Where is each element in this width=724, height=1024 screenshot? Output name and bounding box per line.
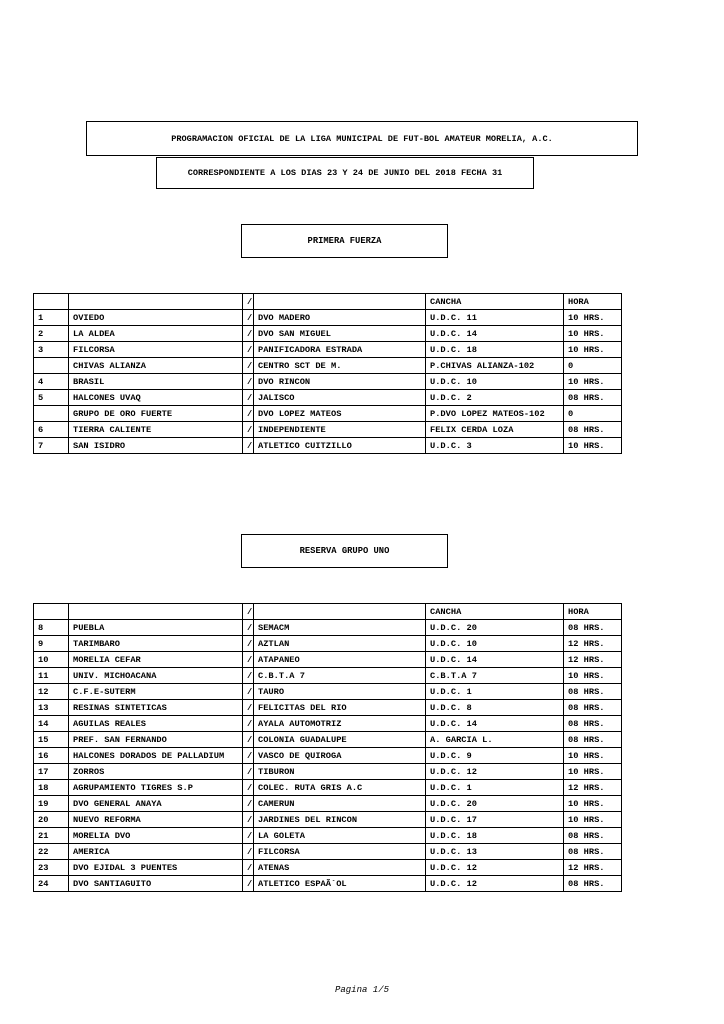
table-row [34,716,622,732]
match-number-cell: 6 [34,422,69,438]
home-team-cell: MORELIA CEFAR [69,652,243,668]
home-team-cell: SAN ISIDRO [69,438,243,454]
separator-cell: / [243,860,254,876]
match-number-cell: 5 [34,390,69,406]
table-header-row [34,294,622,310]
separator-cell: / [243,732,254,748]
match-number-cell: 24 [34,876,69,892]
table-row [34,796,622,812]
home-team-cell: TIERRA CALIENTE [69,422,243,438]
away-team-cell: SEMACM [254,620,426,636]
away-team-cell: PANIFICADORA ESTRADA [254,342,426,358]
time-cell: 08 HRS. [564,828,622,844]
court-cell: FELIX CERDA LOZA [426,422,564,438]
court-cell: U.D.C. 10 [426,374,564,390]
away-team-cell: TAURO [254,684,426,700]
separator-cell: / [243,748,254,764]
separator-cell: / [243,406,254,422]
match-number-cell [34,604,69,620]
time-cell: 10 HRS. [564,668,622,684]
home-team-cell: DVO SANTIAGUITO [69,876,243,892]
separator-cell: / [243,636,254,652]
table-row [34,390,622,406]
separator-cell: / [243,326,254,342]
match-number-cell [34,406,69,422]
time-cell: 10 HRS. [564,812,622,828]
court-cell: U.D.C. 3 [426,438,564,454]
away-team-cell: ATAPANEO [254,652,426,668]
time-cell: 10 HRS. [564,764,622,780]
home-team-cell: FILCORSA [69,342,243,358]
home-team-cell: LA ALDEA [69,326,243,342]
section-title-reserva-grupo-uno: RESERVA GRUPO UNO [241,534,448,568]
court-cell: U.D.C. 1 [426,780,564,796]
away-team-cell: COLEC. RUTA GRIS A.C [254,780,426,796]
away-team-cell: DVO MADERO [254,310,426,326]
separator-cell: / [243,652,254,668]
table-row [34,358,622,374]
court-cell: U.D.C. 2 [426,390,564,406]
match-number-cell: 3 [34,342,69,358]
section-title-primera-fuerza: PRIMERA FUERZA [241,224,448,258]
match-number-cell: 9 [34,636,69,652]
time-cell: 10 HRS. [564,796,622,812]
time-cell: 08 HRS. [564,684,622,700]
time-cell: 0 [564,406,622,422]
court-cell: CANCHA [426,294,564,310]
away-team-cell: CAMERUN [254,796,426,812]
court-cell: C.B.T.A 7 [426,668,564,684]
time-cell: 08 HRS. [564,732,622,748]
table-row [34,310,622,326]
match-number-cell: 20 [34,812,69,828]
separator-cell: / [243,390,254,406]
away-team-cell: ATLETICO ESPAÃ`OL [254,876,426,892]
match-number-cell: 17 [34,764,69,780]
time-cell: 10 HRS. [564,374,622,390]
match-number-cell [34,358,69,374]
time-cell: 12 HRS. [564,636,622,652]
separator-cell: / [243,294,254,310]
home-team-cell: RESINAS SINTETICAS [69,700,243,716]
home-team-cell: PUEBLA [69,620,243,636]
home-team-cell: DVO EJIDAL 3 PUENTES [69,860,243,876]
time-cell: 08 HRS. [564,716,622,732]
court-cell: U.D.C. 14 [426,716,564,732]
separator-cell: / [243,812,254,828]
home-team-cell: CHIVAS ALIANZA [69,358,243,374]
table-row [34,700,622,716]
away-team-cell: FELICITAS DEL RIO [254,700,426,716]
separator-cell: / [243,438,254,454]
time-cell: 08 HRS. [564,876,622,892]
table-row [34,732,622,748]
time-cell: HORA [564,604,622,620]
match-number-cell: 10 [34,652,69,668]
home-team-cell [69,294,243,310]
away-team-cell: CENTRO SCT DE M. [254,358,426,374]
home-team-cell: HALCONES DORADOS DE PALLADIUM [69,748,243,764]
match-number-cell: 13 [34,700,69,716]
separator-cell: / [243,342,254,358]
match-number-cell: 4 [34,374,69,390]
away-team-cell: AYALA AUTOMOTRIZ [254,716,426,732]
table-row [34,828,622,844]
separator-cell: / [243,876,254,892]
court-cell: U.D.C. 9 [426,748,564,764]
home-team-cell: PREF. SAN FERNANDO [69,732,243,748]
away-team-cell: LA GOLETA [254,828,426,844]
court-cell: U.D.C. 17 [426,812,564,828]
court-cell: U.D.C. 12 [426,876,564,892]
home-team-cell: HALCONES UVAQ [69,390,243,406]
page-number: Pagina 1/5 [334,985,389,995]
away-team-cell: JARDINES DEL RINCON [254,812,426,828]
time-cell: 10 HRS. [564,326,622,342]
away-team-cell: VASCO DE QUIROGA [254,748,426,764]
time-cell: 12 HRS. [564,860,622,876]
table-row [34,812,622,828]
time-cell: 08 HRS. [564,844,622,860]
home-team-cell: MORELIA DVO [69,828,243,844]
match-number-cell: 16 [34,748,69,764]
home-team-cell: OVIEDO [69,310,243,326]
table-row [34,668,622,684]
match-number-cell: 11 [34,668,69,684]
table-header-row [34,604,622,620]
separator-cell: / [243,828,254,844]
away-team-cell: DVO LOPEZ MATEOS [254,406,426,422]
time-cell: 0 [564,358,622,374]
separator-cell: / [243,358,254,374]
court-cell: CANCHA [426,604,564,620]
home-team-cell: NUEVO REFORMA [69,812,243,828]
home-team-cell: AGUILAS REALES [69,716,243,732]
match-number-cell: 14 [34,716,69,732]
separator-cell: / [243,684,254,700]
separator-cell: / [243,844,254,860]
table-row [34,342,622,358]
away-team-cell: INDEPENDIENTE [254,422,426,438]
court-cell: P.CHIVAS ALIANZA-102 [426,358,564,374]
court-cell: U.D.C. 1 [426,684,564,700]
match-number-cell: 22 [34,844,69,860]
home-team-cell: DVO GENERAL ANAYA [69,796,243,812]
match-number-cell: 12 [34,684,69,700]
court-cell: U.D.C. 18 [426,342,564,358]
away-team-cell: JALISCO [254,390,426,406]
table-row [34,422,622,438]
table-row [34,684,622,700]
away-team-cell: ATLETICO CUITZILLO [254,438,426,454]
away-team-cell: DVO RINCON [254,374,426,390]
match-number-cell: 18 [34,780,69,796]
time-cell: 08 HRS. [564,390,622,406]
home-team-cell [69,604,243,620]
table-row [34,748,622,764]
home-team-cell: AMERICA [69,844,243,860]
separator-cell: / [243,422,254,438]
separator-cell: / [243,780,254,796]
match-number-cell: 2 [34,326,69,342]
match-number-cell [34,294,69,310]
court-cell: U.D.C. 14 [426,652,564,668]
match-number-cell: 15 [34,732,69,748]
table-row [34,438,622,454]
court-cell: U.D.C. 20 [426,796,564,812]
separator-cell: / [243,764,254,780]
home-team-cell: AGRUPAMIENTO TIGRES S.P [69,780,243,796]
away-team-cell: AZTLAN [254,636,426,652]
document-subtitle: CORRESPONDIENTE A LOS DIAS 23 Y 24 DE JUNIO DEL 2018 FECHA 31 [156,157,534,189]
time-cell: 10 HRS. [564,310,622,326]
court-cell: U.D.C. 18 [426,828,564,844]
court-cell: U.D.C. 20 [426,620,564,636]
separator-cell: / [243,310,254,326]
table-row [34,844,622,860]
separator-cell: / [243,796,254,812]
time-cell: 08 HRS. [564,422,622,438]
time-cell: 08 HRS. [564,620,622,636]
court-cell: U.D.C. 11 [426,310,564,326]
court-cell: U.D.C. 10 [426,636,564,652]
document-title: PROGRAMACION OFICIAL DE LA LIGA MUNICIPAL DE FUT-BOL AMATEUR MORELIA, A.C. [86,121,638,156]
table-row [34,620,622,636]
match-number-cell: 19 [34,796,69,812]
away-team-cell: DVO SAN MIGUEL [254,326,426,342]
away-team-cell: C.B.T.A 7 [254,668,426,684]
table-row [34,764,622,780]
away-team-cell [254,604,426,620]
time-cell: 12 HRS. [564,780,622,796]
court-cell: A. GARCIA L. [426,732,564,748]
match-number-cell: 23 [34,860,69,876]
match-number-cell: 8 [34,620,69,636]
table-row [34,860,622,876]
court-cell: U.D.C. 13 [426,844,564,860]
table-row [34,636,622,652]
schedule-table-reserva-grupo-uno [33,603,622,892]
home-team-cell: BRASIL [69,374,243,390]
separator-cell: / [243,374,254,390]
court-cell: U.D.C. 12 [426,764,564,780]
time-cell: 10 HRS. [564,438,622,454]
table-row [34,876,622,892]
separator-cell: / [243,700,254,716]
separator-cell: / [243,604,254,620]
court-cell: U.D.C. 8 [426,700,564,716]
home-team-cell: C.F.E-SUTERM [69,684,243,700]
home-team-cell: GRUPO DE ORO FUERTE [69,406,243,422]
court-cell: U.D.C. 12 [426,860,564,876]
separator-cell: / [243,716,254,732]
match-number-cell: 1 [34,310,69,326]
table-row [34,406,622,422]
time-cell: HORA [564,294,622,310]
home-team-cell: UNIV. MICHOACANA [69,668,243,684]
away-team-cell: ATENAS [254,860,426,876]
separator-cell: / [243,620,254,636]
table-row [34,780,622,796]
time-cell: 12 HRS. [564,652,622,668]
court-cell: U.D.C. 14 [426,326,564,342]
match-number-cell: 7 [34,438,69,454]
court-cell: P.DVO LOPEZ MATEOS-102 [426,406,564,422]
away-team-cell: COLONIA GUADALUPE [254,732,426,748]
time-cell: 08 HRS. [564,700,622,716]
away-team-cell: TIBURON [254,764,426,780]
table-row [34,326,622,342]
match-number-cell: 21 [34,828,69,844]
time-cell: 10 HRS. [564,342,622,358]
away-team-cell [254,294,426,310]
away-team-cell: FILCORSA [254,844,426,860]
table-row [34,652,622,668]
table-row [34,374,622,390]
time-cell: 10 HRS. [564,748,622,764]
separator-cell: / [243,668,254,684]
home-team-cell: TARIMBARO [69,636,243,652]
schedule-table-primera-fuerza [33,293,622,454]
home-team-cell: ZORROS [69,764,243,780]
